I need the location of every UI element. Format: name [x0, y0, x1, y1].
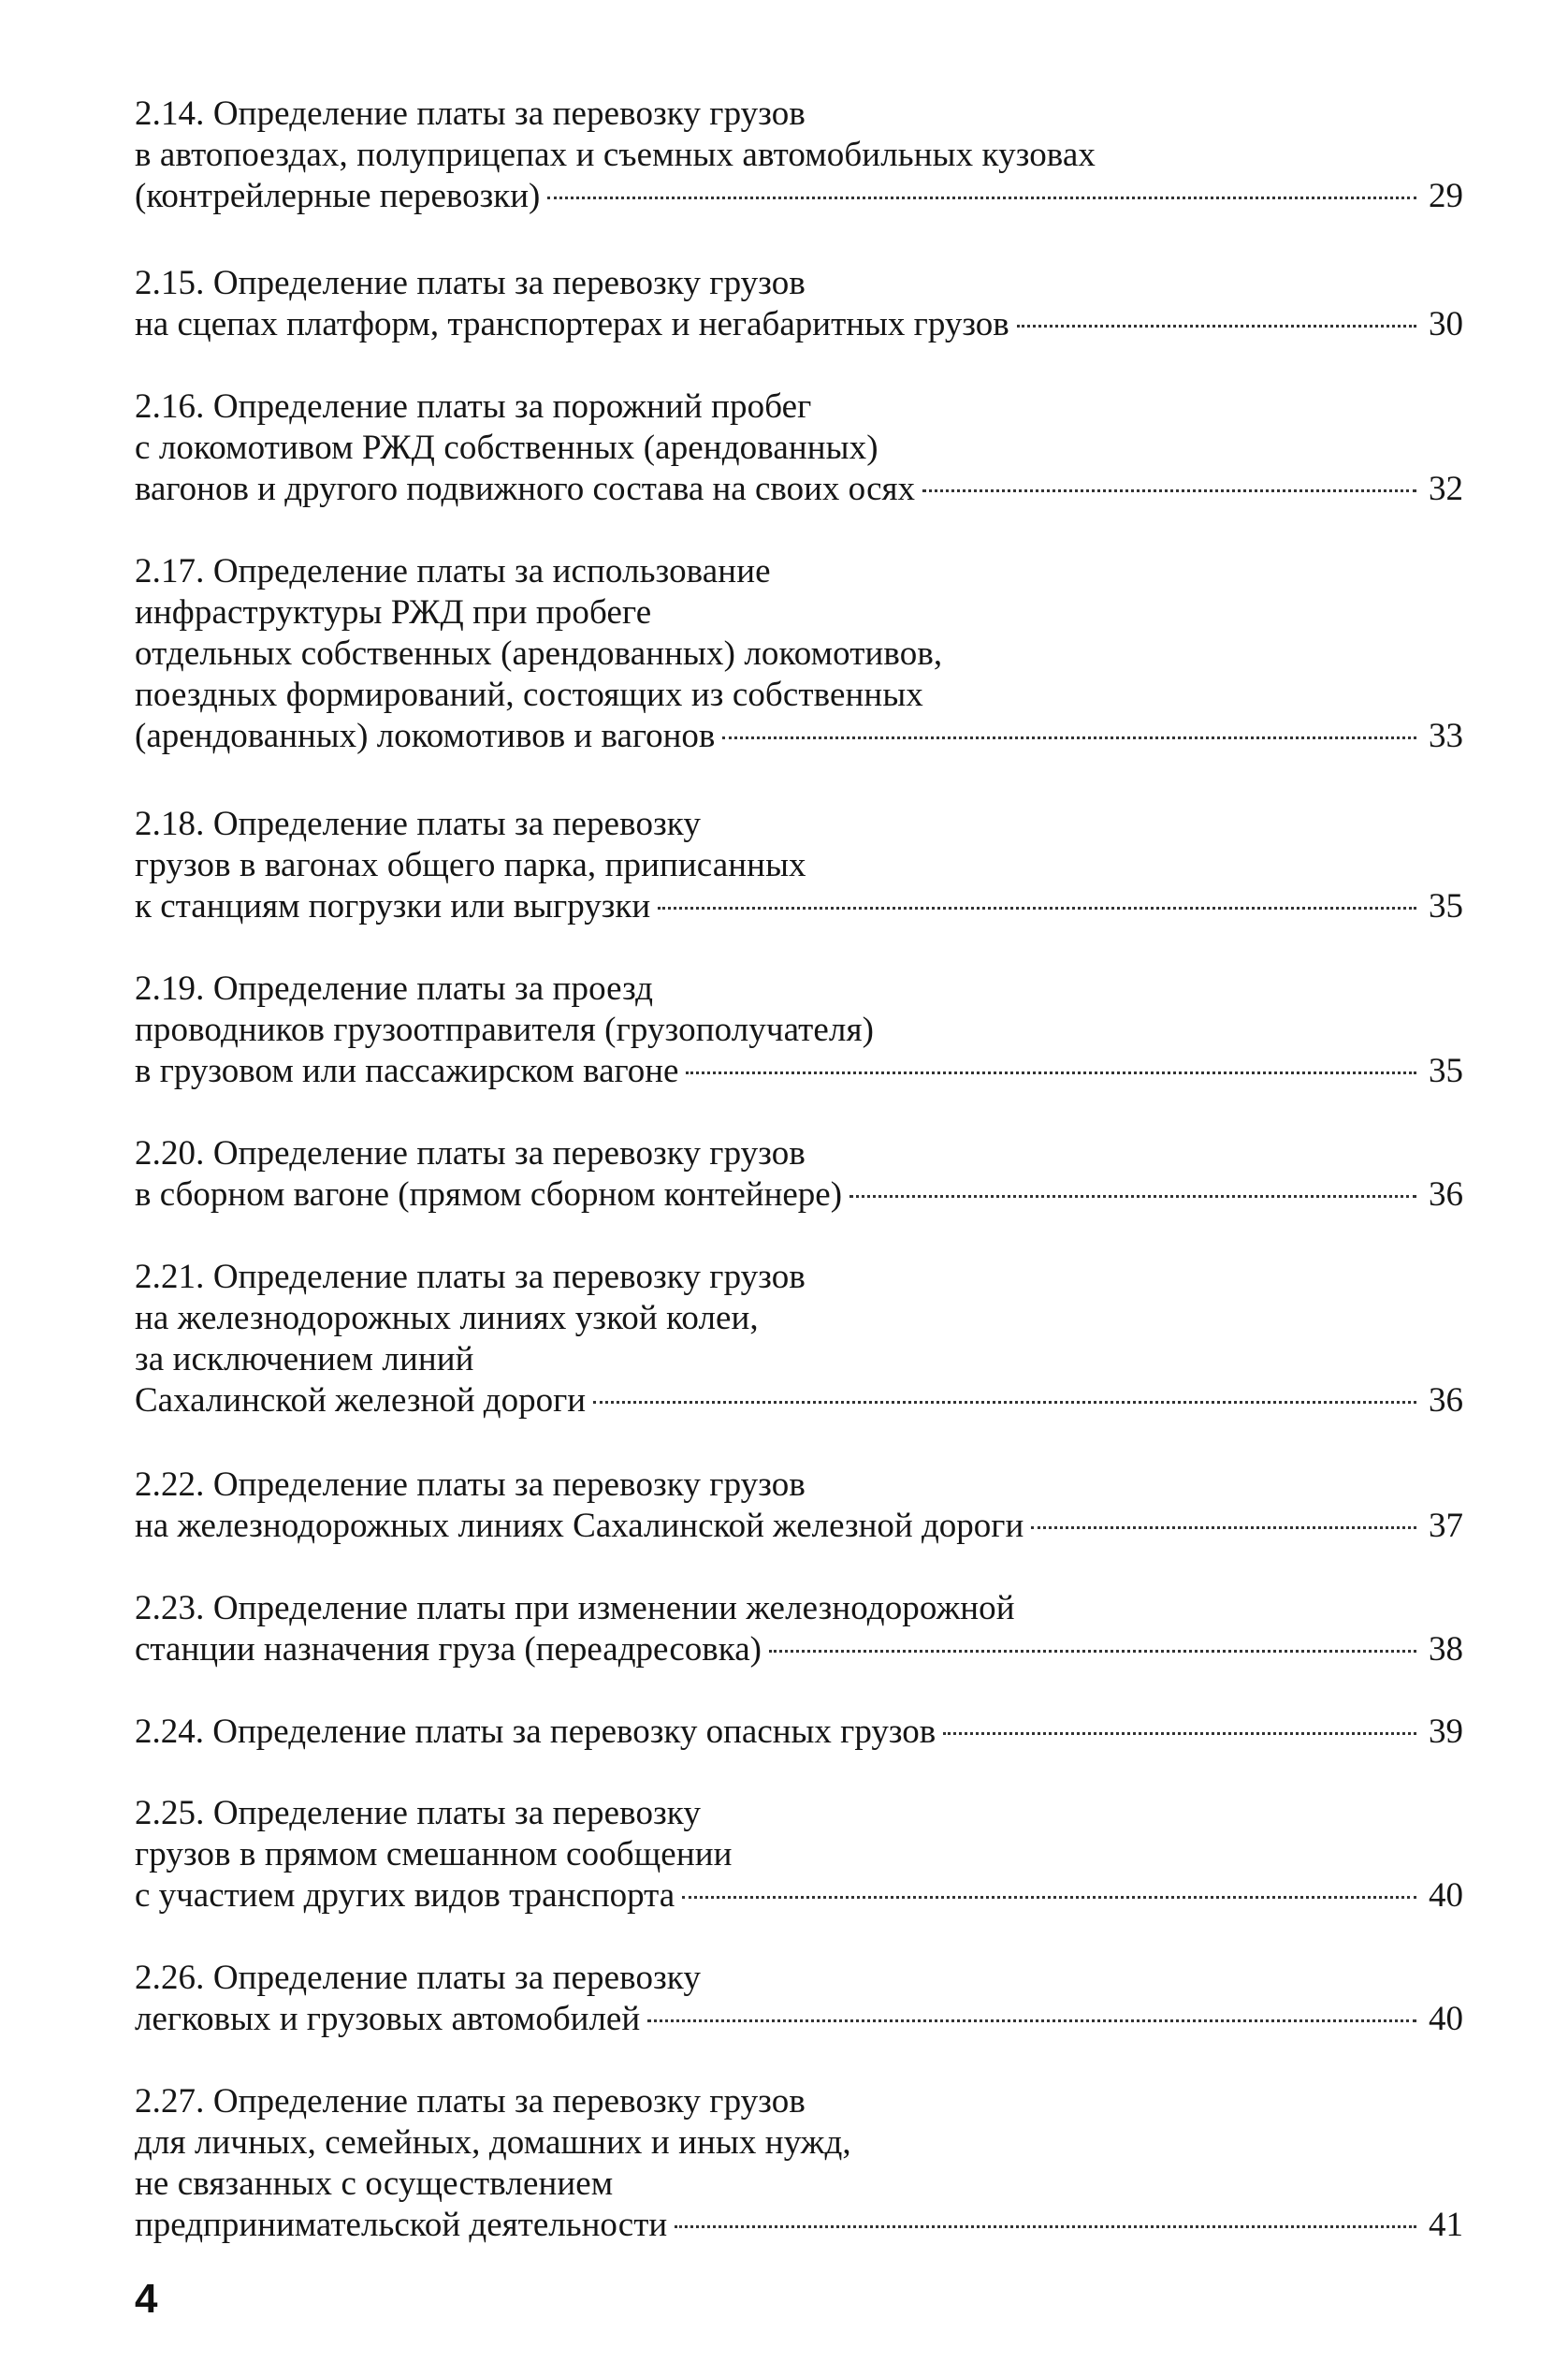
dot-leader	[943, 1732, 1416, 1735]
toc-entry-line: поездных формирований, состоящих из собственных	[135, 676, 923, 714]
toc-page-number: 35	[1429, 887, 1463, 926]
toc-entry	[135, 386, 1463, 510]
toc-entry	[135, 1793, 1463, 1917]
toc-entry	[135, 804, 1463, 927]
toc-entry-line: 2.18. Определение платы за перевозку	[135, 805, 701, 843]
toc-entry-line: не связанных с осуществлением	[135, 2165, 614, 2203]
toc-page-number: 35	[1429, 1052, 1463, 1090]
toc-page-number: 32	[1429, 470, 1463, 508]
toc-page-number: 37	[1429, 1507, 1463, 1545]
toc-entry-line: 2.20. Определение платы за перевозку грузов	[135, 1134, 806, 1173]
toc-page-number: 40	[1429, 1876, 1463, 1915]
dot-leader	[675, 2225, 1416, 2228]
dot-leader	[849, 1195, 1416, 1198]
toc-entry-text: станции назначения груза (переадресовка)	[135, 1630, 762, 1669]
toc-entry	[135, 263, 1463, 345]
toc-entry-line: 2.21. Определение платы за перевозку грузов	[135, 1258, 806, 1296]
toc-entry-last-line	[135, 1999, 1463, 2040]
dot-leader	[647, 2019, 1416, 2022]
dot-leader	[769, 1650, 1416, 1653]
toc-page-number: 36	[1429, 1175, 1463, 1214]
toc-entry-line: 2.23. Определение платы при изменении железнодорожной	[135, 1589, 1015, 1627]
toc-entry	[135, 2081, 1463, 2246]
dot-leader	[1017, 325, 1416, 328]
toc-entry-line: в автопоездах, полуприцепах и съемных автомобильных кузовах	[135, 136, 1096, 174]
toc-entry-last-line	[135, 176, 1463, 217]
toc-entry-text: в сборном вагоне (прямом сборном контейнере)	[135, 1175, 843, 1214]
toc-entry-line: отдельных собственных (арендованных) локомотивов,	[135, 634, 943, 673]
toc-page-number: 30	[1429, 305, 1463, 343]
toc-entry	[135, 551, 1463, 757]
toc-entry	[135, 1465, 1463, 1547]
toc-entry-last-line	[135, 1875, 1463, 1917]
toc-entry-text: легковых и грузовых автомобилей	[135, 2000, 641, 2038]
toc-entry-line: 2.22. Определение платы за перевозку грузов	[135, 1465, 806, 1504]
toc-entry	[135, 1712, 1463, 1753]
toc-entry-last-line	[135, 2205, 1463, 2246]
toc-entry	[135, 1958, 1463, 2040]
toc-entry-last-line	[135, 1380, 1463, 1421]
toc-entry	[135, 1257, 1463, 1421]
toc-entry-line: 2.17. Определение платы за использование	[135, 552, 771, 590]
toc-entry-line: 2.16. Определение платы за порожний пробег	[135, 387, 812, 426]
toc-entry-last-line	[135, 1629, 1463, 1670]
toc-entry-last-line	[135, 469, 1463, 510]
toc-entry-last-line	[135, 716, 1463, 757]
toc-entry-line: для личных, семейных, домашних и иных нужд,	[135, 2123, 851, 2162]
toc-entry-line: 2.15. Определение платы за перевозку грузов	[135, 264, 806, 302]
toc-entry	[135, 969, 1463, 1092]
dot-leader	[682, 1896, 1416, 1899]
toc-entry-text: (контрейлерные перевозки)	[135, 177, 541, 215]
toc-entry-text: на сцепах платформ, транспортерах и негабаритных грузов	[135, 305, 1009, 343]
toc-page-number: 29	[1429, 177, 1463, 215]
toc-entry-line: инфраструктуры РЖД при пробеге	[135, 593, 652, 632]
toc-page-number: 41	[1429, 2206, 1463, 2244]
toc-entry-last-line	[135, 304, 1463, 345]
toc-entry-last-line	[135, 886, 1463, 927]
dot-leader	[686, 1071, 1416, 1074]
dot-leader	[547, 197, 1416, 199]
toc-entry-text: вагонов и другого подвижного состава на своих осях	[135, 470, 916, 508]
toc-entry-line: грузов в прямом смешанном сообщении	[135, 1835, 733, 1873]
toc-page-number: 38	[1429, 1630, 1463, 1669]
toc-entry-last-line	[135, 1712, 1463, 1753]
dot-leader	[1031, 1526, 1416, 1529]
toc-entry-text: в грузовом или пассажирском вагоне	[135, 1052, 679, 1090]
toc-entry-line: 2.14. Определение платы за перевозку грузов	[135, 95, 806, 133]
toc-page-number: 33	[1429, 717, 1463, 755]
toc-entry-text: (арендованных) локомотивов и вагонов	[135, 717, 716, 755]
toc-entry-line: за исключением линий	[135, 1340, 474, 1378]
toc-entry-line: с локомотивом РЖД собственных (арендованных)	[135, 429, 878, 467]
toc-entry-line: 2.25. Определение платы за перевозку	[135, 1794, 701, 1832]
toc-entry-line: 2.27. Определение платы за перевозку грузов	[135, 2082, 806, 2121]
toc-entry-text: Сахалинской железной дороги	[135, 1381, 587, 1420]
toc-entry-last-line	[135, 1051, 1463, 1092]
toc-entry-text: к станциям погрузки или выгрузки	[135, 887, 651, 926]
toc-entry	[135, 1133, 1463, 1216]
toc-entry-line: 2.19. Определение платы за проезд	[135, 969, 654, 1008]
toc-entry-line: проводников грузоотправителя (грузополучателя)	[135, 1011, 875, 1049]
toc-entry-text: на железнодорожных линиях Сахалинской железной дороги	[135, 1507, 1024, 1545]
toc-entry-last-line	[135, 1174, 1463, 1216]
dot-leader	[658, 907, 1416, 910]
toc-entry-last-line	[135, 1506, 1463, 1547]
page-number: 4	[135, 2276, 158, 2322]
toc-page-number: 39	[1429, 1713, 1463, 1751]
toc-entry-text: с участием других видов транспорта	[135, 1876, 675, 1915]
dot-leader	[722, 736, 1416, 739]
toc-page-number: 36	[1429, 1381, 1463, 1420]
toc-page-number: 40	[1429, 2000, 1463, 2038]
toc-entry-line: грузов в вагонах общего парка, приписанных	[135, 846, 806, 884]
toc-entry-line: на железнодорожных линиях узкой колеи,	[135, 1299, 759, 1337]
toc-entry	[135, 94, 1463, 217]
toc-entry	[135, 1588, 1463, 1670]
toc-entry-text: предпринимательской деятельности	[135, 2206, 668, 2244]
dot-leader	[593, 1401, 1416, 1404]
dot-leader	[922, 489, 1416, 492]
toc-entry-line: 2.26. Определение платы за перевозку	[135, 1959, 701, 1997]
toc-entry-text: 2.24. Определение платы за перевозку опасных грузов	[135, 1713, 936, 1751]
